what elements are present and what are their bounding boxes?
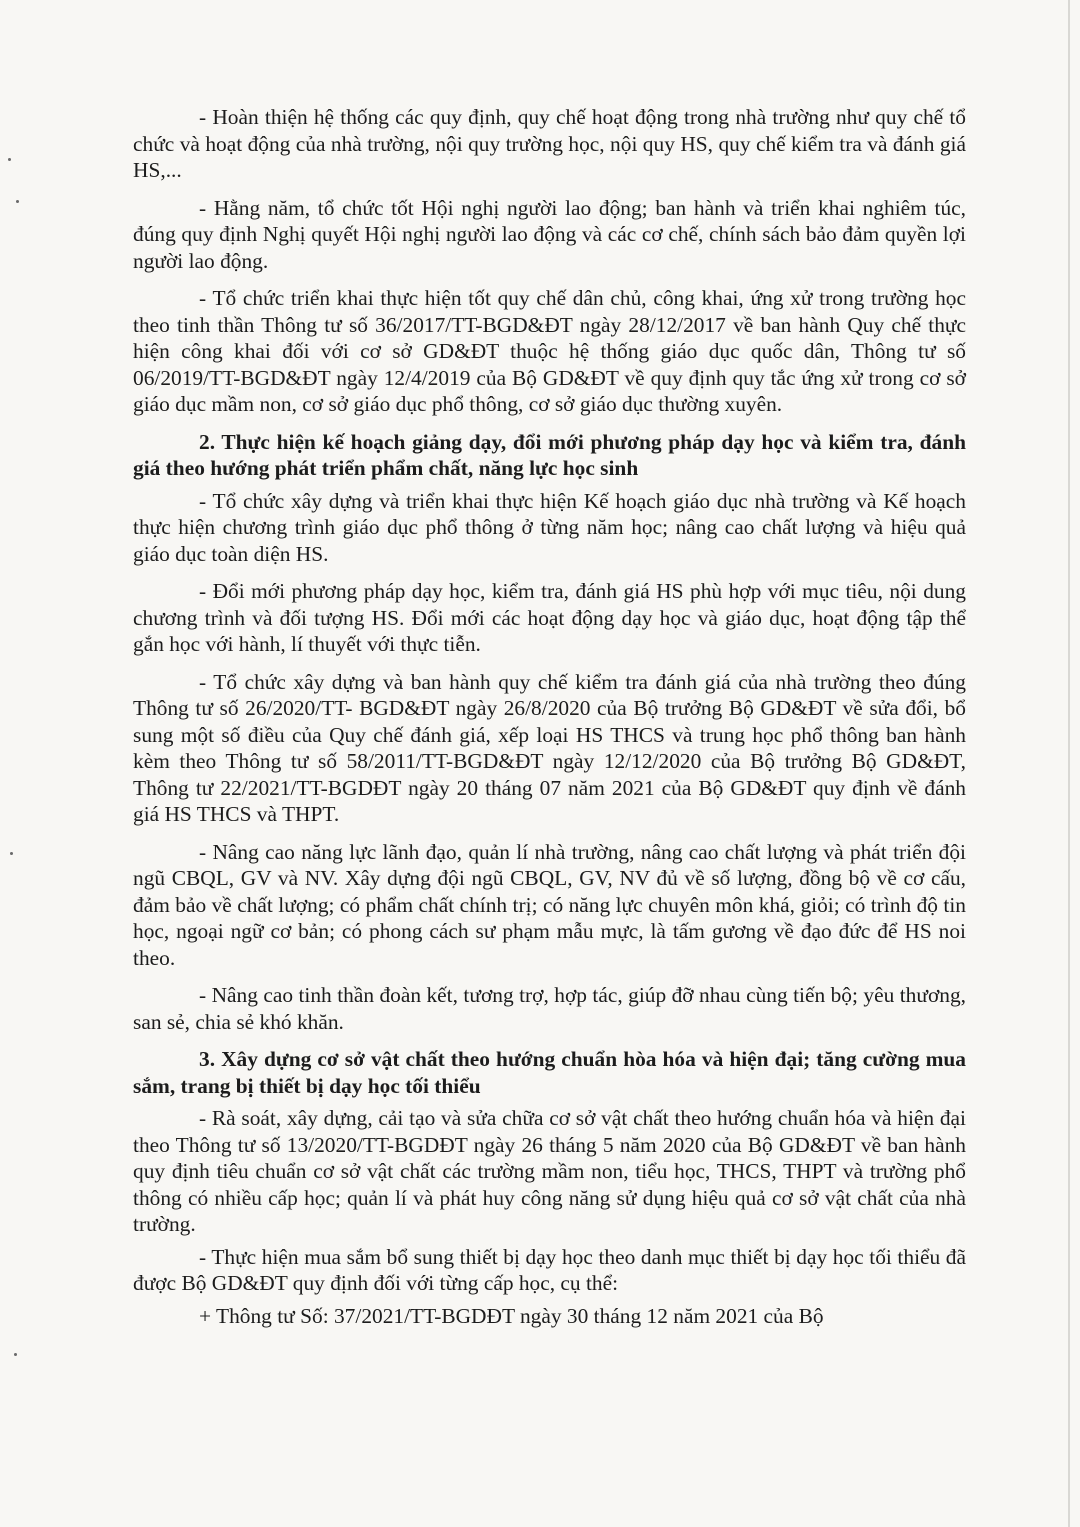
paragraph-solidarity: - Nâng cao tinh thần đoàn kết, tương trợ, hợp tác, giúp đỡ nhau cùng tiến bộ; yêu thương, san sẻ, chia sẻ khó khăn. — [133, 983, 966, 1034]
document-body — [133, 104, 966, 1340]
paragraph-rules: - Hoàn thiện hệ thống các quy định, quy chế hoạt động trong nhà trường như quy chế tổ chức và hoạt động của nhà trường, nội quy trường học, nội quy HS, quy chế kiểm tra và đánh giá HS,... — [133, 105, 966, 182]
section-heading-2: 2. Thực hiện kế hoạch giảng dạy, đổi mới phương pháp dạy học và kiểm tra, đánh giá theo hướng phát triển phẩm chất, năng lực học sinh — [133, 429, 966, 480]
paragraph-assessment: - Tổ chức xây dựng và ban hành quy chế kiểm tra đánh giá của nhà trường theo đúng Thông tư số 26/2020/TT- BGD&ĐT ngày 26/8/2020 của Bộ trưởng Bộ GD&ĐT về sửa đổi, bổ sung một số điều của Quy chế đánh giá, xếp loại HS THCS và trung học phổ thông ban hành kèm theo Thông tư số 58/2011/TT-BGD&ĐT ngày 12/12/2020 của Bộ trưởng Bộ GD&ĐT, Thông tư 22/2021/TT-BGDĐT ngày 20 tháng 07 năm 2021 của Bộ GD&ĐT quy định về đánh giá HS THCS và THPT. — [133, 669, 966, 826]
scan-speck — [8, 158, 11, 161]
scan-speck — [10, 852, 13, 855]
paragraph-staff: - Nâng cao năng lực lãnh đạo, quản lí nhà trường, nâng cao chất lượng và phát triển đội ngũ CBQL, GV và NV. Xây dựng đội ngũ CBQL, GV, NV đủ về số lượng, đồng bộ về cơ cấu, đảm bảo về chất lượng; có phẩm chất chính trị; có năng lực chuyên môn khá, giỏi; có trình độ tin học, ngoại ngữ cơ bản; có phong cách sư phạm mẫu mực, là tấm gương về đạo đức để HS noi theo. — [133, 839, 966, 970]
paragraph-democracy: - Tổ chức triển khai thực hiện tốt quy chế dân chủ, công khai, ứng xử trong trường học theo tinh thần Thông tư số 36/2017/TT-BGD&ĐT ngày 28/12/2017 về ban hành Quy chế thực hiện công khai đối với cơ sở GD&ĐT thuộc hệ thống giáo dục quốc dân, Thông tư số 06/2019/TT-BGD&ĐT ngày 12/4/2019 của Bộ GD&ĐT về quy định quy tắc ứng xử trong cơ sở giáo dục mầm non, cơ sở giáo dục phổ thông, cơ sở giáo dục thường xuyên. — [133, 286, 966, 416]
page-edge — [1068, 0, 1070, 1527]
paragraph-teaching-method: - Đổi mới phương pháp dạy học, kiểm tra, đánh giá HS phù hợp với mục tiêu, nội dung chương trình và đối tượng HS. Đổi mới các hoạt động dạy học và giáo dục, hoạt động tập thể gắn học với hành, lí thuyết với thực tiễn. — [133, 579, 966, 656]
paragraph-labor-conference: - Hằng năm, tổ chức tốt Hội nghị người lao động; ban hành và triển khai nghiêm túc, đúng quy định Nghị quyết Hội nghị người lao động và các cơ chế, chính sách bảo đảm quyền lợi người lao động. — [133, 195, 966, 273]
section-heading-3: 3. Xây dựng cơ sở vật chất theo hướng chuẩn hòa hóa và hiện đại; tăng cường mua sắm, trang bị thiết bị dạy học tối thiểu — [133, 1047, 966, 1098]
paragraph-facilities: - Rà soát, xây dựng, cải tạo và sửa chữa cơ sở vật chất theo hướng chuẩn hóa và hiện đại theo Thông tư số 13/2020/TT-BGDĐT ngày 26 tháng 5 năm 2020 của Bộ GD&ĐT về ban hành quy định tiêu chuẩn cơ sở vật chất các trường mầm non, tiểu học, THCS, THPT và trường phổ thông có nhiều cấp học; quản lí và phát huy công năng sử dụng hiệu quả cơ sở vật chất của nhà trường. — [133, 1106, 966, 1236]
paragraph-education-plan: - Tổ chức xây dựng và triển khai thực hiện Kế hoạch giáo dục nhà trường và Kế hoạch thực hiện chương trình giáo dục phổ thông ở từng năm học; nâng cao chất lượng và hiệu quả giáo dục toàn diện HS. — [133, 488, 966, 566]
scan-speck — [14, 1353, 17, 1356]
paragraph-equipment: - Thực hiện mua sắm bổ sung thiết bị dạy học theo danh mục thiết bị dạy học tối thiểu đã được Bộ GD&ĐT quy định đối với từng cấp học, cụ thể: — [133, 1244, 966, 1295]
scan-speck — [16, 200, 19, 203]
paragraph-circular-37: + Thông tư Số: 37/2021/TT-BGDĐT ngày 30 tháng 12 năm 2021 của Bộ — [199, 1303, 824, 1328]
